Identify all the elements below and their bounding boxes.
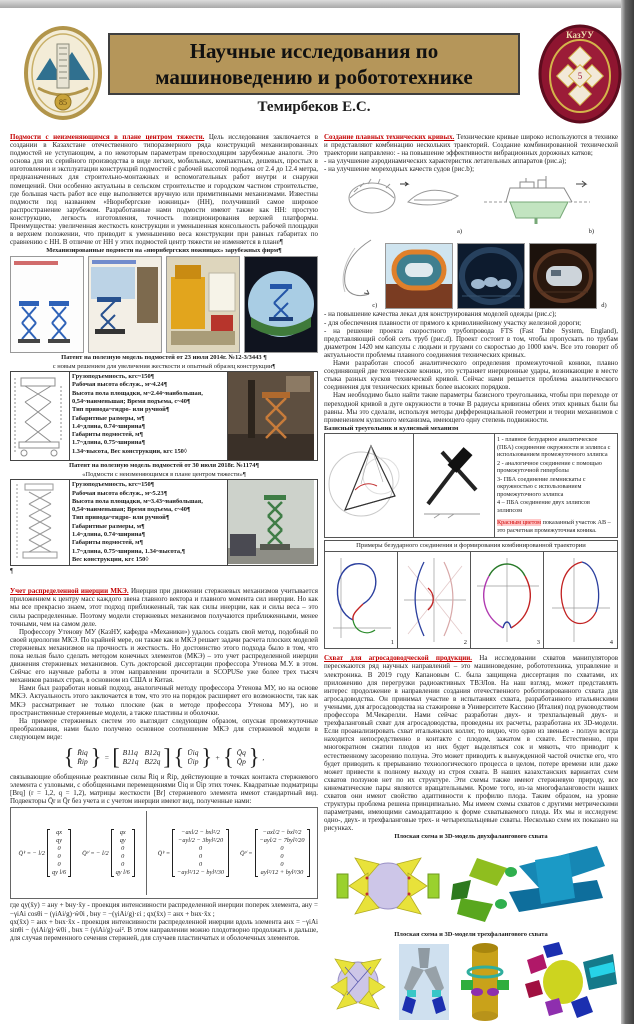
poster-title-line1: Научные исследования по — [189, 39, 439, 63]
stray-pilcrow: ¶ — [10, 567, 14, 576]
spec-line: Габаритные размеры, м¶ — [72, 414, 145, 422]
vector-value: 0 — [57, 853, 61, 861]
curves-paragraph3: Нам необходимо было найти такие параметры базисного треугольника, чтобы при переходе от переходной кривой в дуге окружности в точке В радиусы кривизны обеих этих кривых были бы равны. Мы это сделали, используя методы дифференциальной геометрии и теории механизмов с применением кулисного механизма, имеющего одну степень подвижности. — [324, 391, 618, 424]
examples-title: Примеры безударного соединения и формирования комбинированной траектории — [325, 541, 617, 552]
vector-label: Q̄ⁱʲ = − l/2 — [18, 849, 46, 857]
right-emblem-image — [538, 24, 622, 124]
vector-value: −axl/2 − bxl²/2 — [181, 829, 220, 837]
vector-value: qy — [56, 837, 63, 845]
figure-aero-sketch — [344, 174, 466, 235]
vector-value: 0 — [121, 861, 125, 869]
formula-symbol: Ūip — [187, 757, 199, 767]
figure-patent2-drawing — [11, 480, 70, 565]
spec-line: Рабочая высота обслуж., м~5.23¶ — [72, 489, 168, 497]
brace-open: { — [223, 743, 234, 770]
vector-q-ji-1 — [82, 829, 135, 877]
section-gripper-body: На исследовании схватов манипуляторов пересекаются ряд научных направлений – это машиноведение, робототехника, управление и электроника. В 2019 году Капановым С. была защищена диссертация по схватами, их приложению для перегрузки радиоактивных ТВЭЛов. На наш взгляд, может представлять интерес продолжение в направлении создания отечественного роботизированного схвата для агросадоводства. Он принимал участие в испытаниях схвата, разработанного итальянскими учеными, для агросадоводства на стажировке в Университете Кассино (Италия) под руководством профессора М.Чекарелли. Нами сейчас разработан двух- и трехпальцевый двух- и трехфаланговый схват для агросадоводства, проведены их расчеты, разработана их 3D-модели. Если проанализировать схват итальянских коллег, то видно, что одно из звеньев - ползун всегда находится непосредственно в контакте с плодом, зажатом в схвате. Естественно, при многократном сжатии плодов из них будет выделяться сок и мякоть, что приводит к естественному засорению ползуна. Это может приводить к вынужденной частой очистке его, что будет приводить к прерыванию технологического процесса в целом, потере времени или даже может привести к полному выходу из строя схвата. В наших казахстанских вариантах схем схватов ползунов нет по их структуре. Эти схемы также имеют стержневую природу, все кинематические пары являются вращательными. Кроме того, из-за многофаланговости наших схватов они имеют свойство адаптивности к профилю плода. Таким образом, на уровне структуры проблема решена принципиально. Мы имеем схемы схватов с другими метрическими параметрами, имеющими самоадаптацию к форме схватываемого плода. Их мы и исследуем: одно-, двух- и трехфаланговые трех- и четырехпальцевые схваты. Несколько схем их показано на рисунках. — [324, 654, 618, 833]
patent2-title: Патент на полезную модель подмостей от 30 июля 2018г. №1174¶ — [69, 462, 259, 470]
vector-value: qx — [119, 829, 126, 837]
where-clause-1: где qy(x̄y) = aнy + bнy·x̄y - проекция интенсивности распределенной инерции поперек элемента, aнy = −γiAi cosθi − (γiAi/g)·ẅ0i , bнy = −(γiAi/g)·εi ; qx(x̄x) = aнx + bнx·x̄x ; — [10, 901, 318, 918]
right-column — [324, 133, 618, 1025]
section-inertia-paragraph5: связывающие обобщенные реактивные силы R̄iq и R̄ip, действующие в точках контакта стержневого элемента с узловыми, с обобщенными перемещениями Ūiq и Ūip этих точек. Квадратные подматрицы [Brq] (r = 1,2, q = 1,2), матрицы жесткости [Br] стержневого элемента имеют стандартный вид. Подвекторы Q̄r и Q̄r без учета и с учетом инерции имеют вид, полученные нами: — [10, 773, 318, 806]
spec-line: Высота пола площадки, м~2.44~наибольшая, 0,54~наименьшая; Время подъема, с~40¶ — [72, 389, 203, 405]
three-phalanx-figures — [324, 940, 618, 1024]
plot-number: 2 — [463, 639, 467, 647]
figure-lift-photo-round — [244, 256, 318, 353]
vector-value: qy l/6 — [52, 869, 67, 877]
section-podmosti-body: Цель исследования заключается в создании в Казахстане отечественного типоразмерного ряда конструкций механизированных подмостей не уступающим, а по некоторым параметрам превосходящим зарубежные аналоги. Это основа для их серийного производства в виде легких, мобильных, компактных, дешевых, простых в изготовлении и эксплуатации конструкций подмостей с рабочей высотой подъема от 2.4 до 12.4 метра, предназначенных для строительно-монтажных и вспомогательных работ внутри и снаружи помещений. Они особенно актуальны в сельском строительстве и городском частном строительстве, где большая часть работ все еще выполняется вручную или примитивными механизмами. Известны подмости под названием «Нюрнбергские ножницы» (НН), получивший самое широкое распространение зарубежом. Разработанные нами подмости имеют также как НН: простую конструкцию, легкость изготовления, точность позиционирования верхней платформы. Преимущества: увеличенная жесткость конструкции и уменьшенная консольность рабочей площадки в верхнем положении, что приводит к уменьшению веса конструкции при равных габаритах по сравнению с НН. В отличие от НН у этих подмостей центр тяжести не изменяется в плане¶ — [10, 133, 318, 247]
vector-value: 0 — [280, 845, 284, 853]
figure-three-phalanx-3d-gray — [399, 944, 449, 1020]
red-note — [497, 519, 615, 534]
vector-value: 0 — [57, 861, 61, 869]
poster-title-box — [108, 33, 520, 95]
figure-tube-cross-section — [385, 243, 453, 309]
vector-value: −axl/2 − bxl²/2 — [262, 829, 302, 837]
vector-value: 0 — [280, 861, 284, 869]
fem-main-equation — [10, 744, 318, 770]
vector-value: 0 — [57, 845, 61, 853]
left-emblem-image — [24, 26, 102, 120]
comma: , — [262, 752, 265, 762]
formula-symbol: B12q — [144, 748, 161, 758]
examples-table — [324, 540, 618, 649]
section-podmosti-paragraph — [10, 133, 318, 246]
spec-line: Рабочая высота обслуж., м~4.24¶ — [72, 381, 168, 389]
bracket-open: [ — [112, 743, 120, 770]
poster-author: Темирбеков Е.С. — [257, 99, 371, 115]
figure-two-phalanx-scheme — [335, 846, 441, 926]
figure-lift-catalog-2 — [88, 256, 162, 353]
figure-garment-curve — [331, 236, 381, 309]
red-note-lead: Красным цветом — [497, 519, 542, 527]
figure-label-d: d) — [601, 302, 607, 310]
figure-tube-interior-capsules — [457, 243, 525, 309]
spec-line: Тип привода~гидро- или ручной¶ — [72, 406, 170, 414]
section-inertia-paragraph1 — [10, 587, 318, 627]
vector-bracket — [132, 829, 135, 877]
curves-bullet-aircraft: - на улучшение аэродинамических характеристик летательных аппаратов (рис.а); — [324, 157, 567, 166]
spec-line: 1.4~длина, 0.74~ширина¶ — [72, 422, 146, 430]
vector-label: Q̄ʲⁱ = — [239, 849, 253, 857]
vector-label: Q̄ⁱʲ = — [157, 849, 171, 857]
patent2-subtitle: «Подмости с неизменяющимся в плане центром тяжести»¶ — [82, 470, 246, 478]
vector-value: 0 — [121, 845, 125, 853]
figure-basis-triangle — [325, 434, 414, 537]
figure-three-phalanx-scheme — [325, 947, 391, 1017]
formula-symbol: Ūiq — [187, 748, 199, 758]
figure-curve-plot-3 — [471, 552, 544, 648]
vector-value: ayl²/12 + byl³/30 — [260, 869, 304, 877]
vector-value: 0 — [199, 853, 203, 861]
basis-triangle-table — [324, 433, 618, 538]
section-curves-intro: Технические кривые широко используются в технике и представляют комбинацию нескольких траекторий. Создание комбинированной технической траектории направлено: - на повышение эффективности вибрационных дорожных катков; — [324, 133, 619, 158]
vector-q-ji-2 — [240, 829, 310, 877]
brace-close: } — [201, 743, 213, 770]
brace-open: { — [63, 743, 75, 770]
curves-bullet-ships: - на улучшение мореходных качеств судов (рис.b); — [324, 165, 475, 174]
curves-figures-ab — [324, 174, 618, 235]
curves-bullet-fts: - на решение проекта скоростного трубопровода FTS (Fast Tube System, England), представляющий собой сеть труб (рис.d). Проект состоит в том, чтобы пропускать по трубам диаметром 1420 мм капсулы с людьми и грузами со скоростью до 1000 км/ч. Все это говорит об актуальности проблемы плавного соединения технических кривых. — [324, 326, 618, 359]
equals-sign: = — [104, 752, 110, 762]
section-podmosti-heading: Подмости с неизменяющимся в плане центром тяжести. — [10, 133, 205, 141]
formula-divider — [146, 811, 147, 895]
section-inertia-heading: Учет распределенной инерции МКЭ. — [10, 587, 129, 596]
formula-symbol: R̄iq — [77, 748, 88, 758]
legend-item-3: 3- ПБА соединение лемнискаты с окружностью с использованием промежуточного эллипса — [497, 475, 586, 498]
gripper-caption-two-phalanx: Плоская схема и 3D-модель двухфалангового схвата — [394, 833, 548, 841]
spec-line: Габариты подмостей, м¶ — [72, 539, 143, 547]
spec-line: 1.34~высота, Вес конструкции, кгс 150◊ — [72, 447, 187, 455]
bracket-close: ] — [163, 743, 171, 770]
basis-table-legend — [495, 434, 617, 537]
vector-value: −ayl²/12 − byl³/30 — [177, 869, 225, 877]
section-inertia-paragraph4: На примере стержневых систем это выглядит следующим образом, опуская промежуточные преобразования, нами было получено основное соотношение МКЭ для стержневой модели в следующем виде: — [10, 716, 318, 741]
patent1-subtitle: с новым решением для увеличения жесткости и опытный образец конструкции¶ — [52, 362, 276, 370]
patent1-table — [10, 371, 318, 461]
formula-symbol: B11q — [122, 748, 138, 758]
basis-table-title: Базисный треугольник и кулисный механизм — [324, 424, 459, 432]
figure-curve-plot-1 — [325, 552, 398, 648]
right-emblem-number: 5 — [577, 71, 583, 81]
university-emblem-left — [24, 26, 102, 120]
vector-value: 0 — [121, 853, 125, 861]
vector-value: 0 — [199, 845, 203, 853]
brace-close: } — [248, 743, 260, 770]
spec-line: Высота пола площадки, м~3.43~наибольшая, 0,54~наименьшая; Время подъема, с~40¶ — [72, 497, 203, 514]
figure-two-phalanx-3d-model — [449, 842, 607, 930]
figure-lift-photo-yellow — [166, 256, 240, 353]
legend-item-4: 4 – ПБА соединение двух эллипсов эллипсом — [497, 499, 590, 514]
curves-paragraph2: Нами разработан способ аналитического определения промежуточной коники, плавно соединяющей две технические коники, это устраняет инерционные удары, возникающие в месте стыка разных кусков технической кривой. Сейчас нами решается проблема аналитического соединения для технических кривых более высоких порядков. — [324, 359, 618, 392]
plot-number: 4 — [609, 639, 613, 647]
vector-value: 0 — [280, 853, 284, 861]
gripper-caption-three-phalanx: Плоская схема и 3D-модели трехфалангового схвата — [394, 931, 548, 939]
figure-patent2-photo — [228, 480, 314, 565]
legend-item-1: 1 - плавное безударное аналитическое (ПБА) соединение окружности и эллипса с использованием промежуточного эллипса — [497, 436, 611, 459]
vector-bracket — [255, 829, 258, 877]
curves-figures-cd — [324, 236, 618, 309]
figure-label-c: c) — [372, 302, 378, 310]
patent1-specs — [70, 372, 228, 460]
left-emblem-number: 85 — [59, 98, 67, 107]
figure-tube-interior-vehicle — [529, 243, 597, 309]
patent1-title: Патент на полезную модель подмостей от 23 июля 2014г. №12-3/3443 ¶ — [61, 353, 267, 361]
scan-right-strip — [621, 0, 634, 1024]
section-gripper-paragraph — [324, 654, 618, 832]
figure-patent1-drawing — [11, 372, 70, 460]
spec-line: Габаритные размеры, м¶ — [72, 522, 145, 530]
vector-value: qy l/6 — [115, 869, 130, 877]
spec-line: Грузоподъемность, кгс~150¶ — [72, 481, 155, 489]
figure-slider-mechanism — [414, 434, 495, 537]
vector-bracket — [172, 829, 175, 877]
section-inertia-body1: Инерция при движении стержневых механизмов учитывается приложением к центру масс каждого звена главного вектора и главного момента сил инерции. Но как мы все прекрасно знаем, этот подход приближенный, так как силы инерции, как и силы веса – это силы распределенные. Поэтому модели стержневых механизмов получаются приближенными, менее точными, чем на самом деле. — [10, 587, 318, 628]
section-inertia-paragraph3: Нами был разработан новый подход, аналогичный методу профессора Утенова МУ, но на основе МКЭ. Актуальность этого заключается в том, что это на порядок расширяет его возможности, так как МКЭ рассматривает не только плоские (как в методе профессора Утенова МУ), но и пространственные стержневые модели, а также пластины и оболочки. — [10, 684, 318, 717]
figure-curve-plot-2 — [398, 552, 471, 648]
vector-q-ij-2 — [158, 829, 229, 877]
spec-line: Грузоподъемность, кгс~150¶ — [72, 373, 155, 381]
spec-line: Вес конструкции, кгс 150◊ — [72, 555, 149, 563]
vector-bracket — [68, 829, 71, 877]
formula-symbol: B21q — [122, 757, 139, 767]
spec-line: 1.7~длина, 0.75~ширина¶ — [72, 439, 146, 447]
red-note-rest: показанный участок АВ – это расчетная промежуточная коника. — [497, 519, 611, 534]
plot-number: 3 — [536, 639, 540, 647]
figure-label-a: a) — [456, 228, 462, 236]
spec-line: Габариты подмостей, м¶ — [72, 431, 143, 439]
scan-top-strip — [0, 0, 634, 8]
vector-bracket — [111, 829, 114, 877]
lifts-figure-row — [10, 256, 318, 353]
section-inertia-paragraph2: Профессору Утенову МУ (КазНУ, кафедра «Механики») удалось создать свой метод, подобный по своей идеологии МКЭ. По крайней мере, он также как и МКЭ решает задачи расчета плоских моделей стержневых механизмов на прочность и жесткость. Но достоинство этого подхода было в том, что пока нельзя было сделать методом конечных элементов (МКЭ) – это учет распределенной инерции движения стержневых механизмов. Суть докторской диссертации профессора Утенова М.У. в этом. Сейчас его научные работы в этом направлении прочитали в SCOPUSе уже более трех тысяч механиков разных стран, в основном из США и Китая. — [10, 627, 318, 685]
figure-lift-catalog-1 — [10, 256, 84, 353]
figure-curve-plot-4 — [544, 552, 616, 648]
poster-title-line2: машиноведению и робототехнике — [155, 65, 473, 89]
section-curves-heading: Создание плавных технических кривых. — [324, 133, 455, 141]
vector-value: 0 — [199, 861, 203, 869]
vector-value: qx — [56, 829, 63, 837]
figure-three-phalanx-3d-color — [521, 940, 617, 1024]
figure-three-phalanx-3d-cylinder — [457, 940, 513, 1024]
vector-bracket — [47, 829, 50, 877]
lifts-figure-caption: Механизированные подмости на «нюрнбергских ножницах» зарубежных фирм¶ — [46, 247, 282, 255]
formula-symbol: Q̄p — [236, 757, 246, 767]
section-curves-paragraph1 — [324, 133, 618, 157]
spec-line: Тип привода~гидро- или ручной¶ — [72, 514, 170, 522]
figure-patent1-photo — [228, 372, 314, 460]
brace-close: } — [90, 743, 102, 770]
spec-line: 1.4~длина, 0.74~ширина¶ — [72, 531, 146, 539]
vector-q-ij-1 — [18, 829, 71, 877]
formula-symbol: B22q — [144, 757, 161, 767]
vector-bracket — [226, 829, 229, 877]
patent2-specs — [70, 480, 228, 565]
plot-number: 1 — [390, 639, 394, 647]
patent2-table — [10, 479, 318, 566]
formula-symbol: Q̄q — [236, 748, 246, 758]
formula-symbol: R̄ip — [77, 757, 88, 767]
right-emblem-title: КазУУ — [566, 30, 594, 40]
curves-bullet-railway: - для обеспечения плавности от прямого к криволинейному участку железной дороги; — [324, 318, 582, 327]
vector-value: −ayl/2 − 7byl²/20 — [259, 837, 305, 845]
plus-sign: + — [215, 752, 221, 762]
left-column — [10, 133, 318, 942]
figure-ship-sketch — [476, 174, 598, 235]
vector-value: −ayl/2 − 3byl²/20 — [178, 837, 224, 845]
vector-bracket — [307, 829, 310, 877]
university-emblem-right — [538, 24, 622, 124]
section-gripper-heading: Схват для агросадоводческой продукции. — [324, 654, 473, 663]
where-clause-2: qx(x̄x) = aнx + bнx·x̄x - проекция интенсивности распределенной инерции вдоль элемента aнx = −γiAi sinθi − (γiAi/g)·ẅ0i , bнx = (γiAi/g)·ωi². В этом направлении можно плодотворно продолжать и дальше, для случая переменного сечения стержней, для случаев пластинчатых и оболочечных элементов. — [10, 917, 318, 942]
vector-label: Q̄ʲⁱ = − l/2 — [82, 849, 109, 857]
brace-open: { — [173, 743, 185, 770]
curves-bullet-garments: - на повышение качества лекал для конструирования моделей одежды (рис.с); — [324, 310, 557, 319]
legend-item-2: 2 - аналогичное соединение с помощью промежуточной гиперболы — [497, 459, 602, 475]
two-phalanx-figures — [324, 842, 618, 930]
subvectors-formula-box — [10, 807, 318, 899]
vector-value: qy — [119, 837, 126, 845]
spec-line: 1.7~длина, 0.75~ширина, 1.34~высота,¶ — [72, 547, 186, 555]
figure-label-b: b) — [588, 228, 594, 236]
